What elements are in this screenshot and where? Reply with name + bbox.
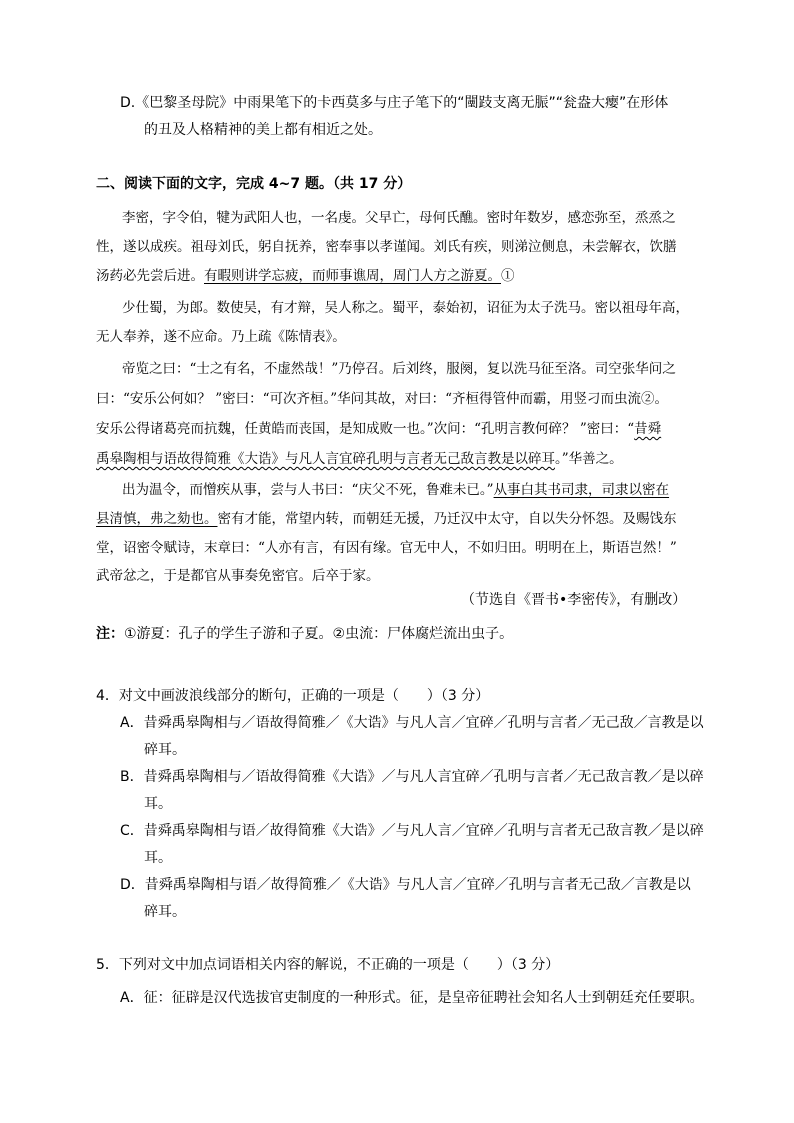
passage-p3-line-2: 曰：“安乐公何如？ ”密曰：“可次齐桓。”华问其故，对曰：“齐桓得管仲而霸，用竖刁而虫流②。 <box>96 391 669 407</box>
passage-p3-text: 安乐公得诸葛亮而抗魏，任黄皓而丧国，是知成败一也。”次问：“孔明言教何碎？ ”密曰：“ <box>96 421 635 437</box>
q4-stem: 4．对文中画波浪线部分的断句，正确的一项是（ ）（3 分） <box>96 688 490 704</box>
q4-option-d-line-2: 碎耳。 <box>144 904 186 920</box>
option-d-line-1: D.《巴黎圣母院》中雨果笔下的卡西莫多与庄子笔下的“闉跂支离无脤”“瓮盎大瘿”在形体 <box>120 95 669 111</box>
passage-p4-line-3: 堂，诏密令赋诗，末章曰：“人亦有言，有因有缘。官无中人，不如归田。明明在上，斯语岂然！” <box>96 540 677 556</box>
q5-option-a: A．征：征辟是汉代选拔官吏制度的一种形式。征，是皇帝征聘社会知名人士到朝廷充任要职。 <box>120 990 704 1006</box>
passage-p3-line-1: 帝览之曰：“士之有名，不虚然哉！”乃停召。后刘终，服阕，复以洗马征至洛。司空张华问之 <box>122 361 676 377</box>
option-d-line-2: 的丑及人格精神的美上都有相近之处。 <box>144 122 382 138</box>
passage-p1-line-1: 李密，字令伯，犍为武阳人也，一名虔。父早亡，母何氏醮。密时年数岁，感恋弥至，烝烝之 <box>122 210 676 226</box>
passage-p3-line-3 <box>96 419 661 439</box>
passage-p3-tail: 。”华善之。 <box>555 451 623 467</box>
q4-option-c-line-1: C．昔舜禹皋陶相与语／故得简雅《大诰》／与凡人言／宜碎／孔明与言者无己敌言教／是以碎 <box>120 823 704 839</box>
notes <box>96 624 513 644</box>
passage-source: （节选自《晋书•李密传》，有删改） <box>461 592 687 608</box>
underlined-sentence-1: 有暇则讲学忘疲，而师事谯周，周门人方之游夏。 <box>204 268 501 284</box>
passage-p3-line-4 <box>96 449 623 469</box>
q5-stem: 5．下列对文中加点词语相关内容的解说，不正确的一项是（ ）（3 分） <box>96 957 560 973</box>
q4-option-c-line-2: 耳。 <box>144 850 172 866</box>
passage-p4-text: 出为温令，而憎疾从事，尝与人书曰：“庆父不死，鲁难未已。” <box>122 482 494 498</box>
passage-p1-text: 汤药必先尝后进。 <box>96 268 204 284</box>
notes-label: 注： <box>96 626 124 642</box>
passage-p2-line-2: 无人奉养，遂不应命。乃上疏《陈情表》。 <box>96 329 346 345</box>
passage-p4-cont: 密有才能，常望内转，而朝廷无援，乃迁汉中太守，自以失分怀怨。及赐饯东 <box>217 511 677 527</box>
q4-option-a-line-2: 碎耳。 <box>144 742 186 758</box>
underlined-sentence-2-part-2: 县清慎，弗之劾也。 <box>96 511 218 527</box>
q4-option-b-line-1: B．昔舜禹皋陶相与／语故得简雅《大诰》／与凡人言宜碎／孔明与言者／无己敌言教／是以碎 <box>120 769 704 785</box>
q4-option-a-line-1: A．昔舜禹皋陶相与／语故得简雅／《大诰》与凡人言／宜碎／孔明与言者／无己敌／言教是以 <box>120 715 704 731</box>
q4-option-b-line-2: 耳。 <box>144 796 172 812</box>
section-heading: 二、阅读下面的文字，完成 4~7 题。（共 17 分） <box>96 176 412 192</box>
passage-p1-line-2: 性，遂以成疾。祖母刘氏，躬自抚养，密奉事以孝谨闻。刘氏有疾，则涕泣侧息，未尝解衣，饮膳 <box>96 239 677 255</box>
passage-p1-line-3 <box>96 266 515 286</box>
q4-option-d-line-1: D．昔舜禹皋陶相与语／故得简雅／《大诰》与凡人言／宜碎／孔明与言者无己敌／言教是以 <box>120 877 691 893</box>
passage-p4-line-1 <box>122 480 669 500</box>
notes-text: ①游夏：孔子的学生子游和子夏。②虫流：尸体腐烂流出虫子。 <box>124 626 514 642</box>
wavy-underline-part-2: 禹皋陶相与语故得简雅《大诰》与凡人言宜碎孔明与言者无己敌言教是以碎耳 <box>96 451 555 467</box>
underlined-sentence-2-part-1: 从事白其书司隶，司隶以密在 <box>493 482 670 498</box>
passage-p2-line-1: 少仕蜀，为郎。数使吴，有才辩，吴人称之。蜀平，泰始初，诏征为太子洗马。密以祖母年高， <box>122 300 689 316</box>
footnote-marker-1: ① <box>501 268 515 284</box>
passage-p4-line-2 <box>96 509 677 529</box>
wavy-underline-part-1: 昔舜 <box>634 421 662 437</box>
passage-p4-line-4: 武帝忿之，于是都官从事奏免密官。后卒于家。 <box>96 568 380 584</box>
